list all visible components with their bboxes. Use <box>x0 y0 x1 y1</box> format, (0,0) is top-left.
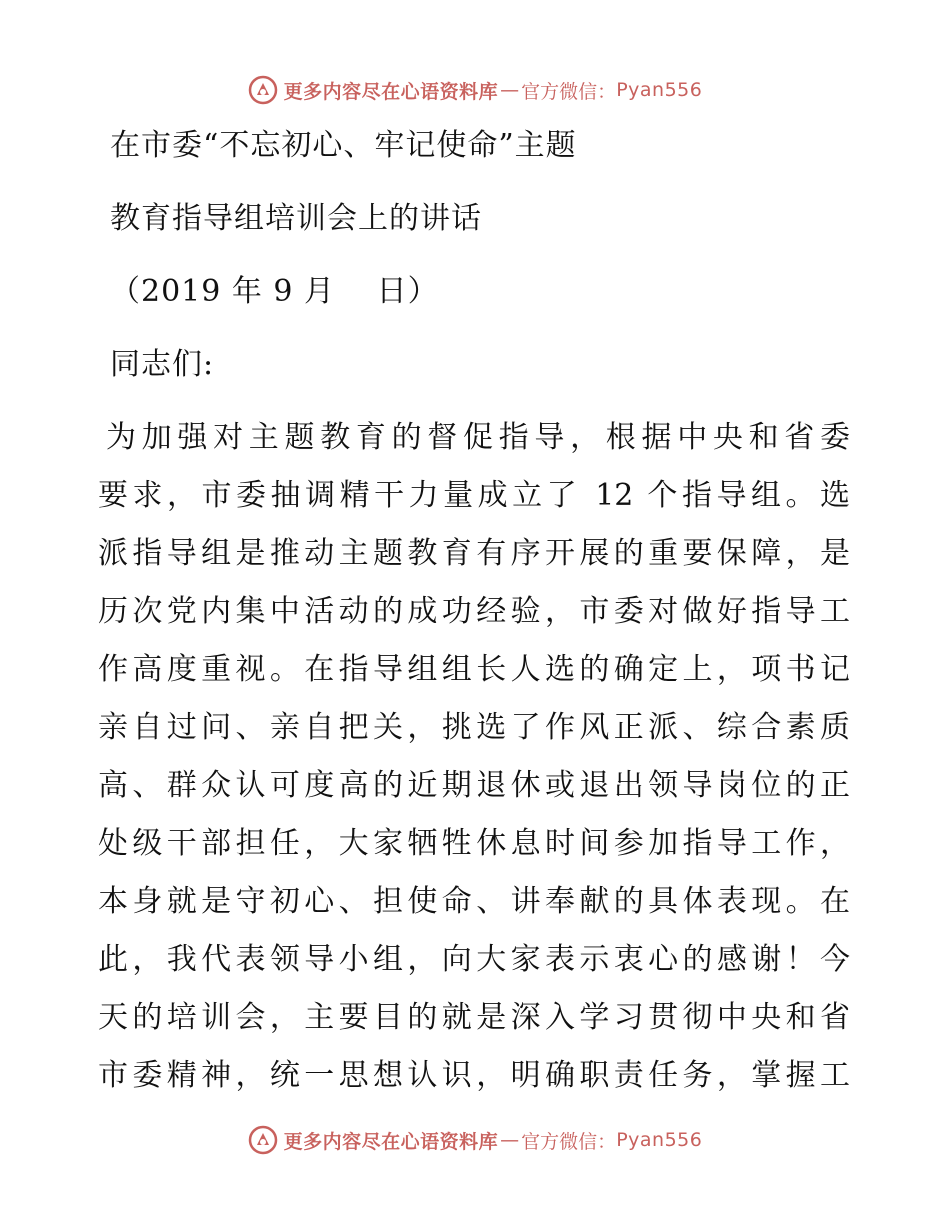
paragraph-line: 要求，市委抽调精干力量成立了 12 个指导组。选 <box>98 478 850 513</box>
watermark-separator: — <box>500 79 520 101</box>
paragraph-line: 亲自过问、亲自把关，挑选了作风正派、综合素质 <box>98 710 850 745</box>
watermark-wechat-id: Pyan556 <box>616 1129 703 1151</box>
footer-watermark <box>0 1120 950 1160</box>
watermark-label: 官方微信： <box>521 80 617 103</box>
watermark-text: 更多内容尽在心语资料库 <box>283 80 499 103</box>
paragraph-line: 天的培训会，主要目的就是深入学习贯彻中央和省 <box>98 1000 850 1035</box>
paragraph-line: 作高度重视。在指导组组长人选的确定上，项书记 <box>98 652 850 687</box>
document-title-line-1: 在市委“不忘初心、牢记使命”主题 <box>110 128 577 163</box>
paragraph-line: 高、群众认可度高的近期退休或退出领导岗位的正 <box>98 768 850 803</box>
paragraph-line: 处级干部担任，大家牺牲休息时间参加指导工作， <box>98 826 850 861</box>
document-body <box>98 120 850 1105</box>
paragraph-line: 本身就是守初心、担使命、讲奉献的具体表现。在 <box>98 884 850 919</box>
red-emblem-icon <box>248 1125 278 1155</box>
header-watermark <box>0 70 950 110</box>
watermark-wechat-id: Pyan556 <box>616 79 703 101</box>
document-date: （2019 年 9 月 日） <box>110 274 439 309</box>
watermark-separator: — <box>500 1129 520 1151</box>
document-paragraph <box>98 409 850 1105</box>
paragraph-line: 为加强对主题教育的督促指导，根据中央和省委 <box>106 420 850 455</box>
document-title-line-2: 教育指导组培训会上的讲话 <box>110 201 482 236</box>
paragraph-line: 历次党内集中活动的成功经验，市委对做好指导工 <box>98 594 850 629</box>
watermark-text: 更多内容尽在心语资料库 <box>283 1130 499 1153</box>
watermark-label: 官方微信： <box>521 1130 617 1153</box>
red-emblem-icon <box>248 75 278 105</box>
paragraph-line: 此，我代表领导小组，向大家表示衷心的感谢！今 <box>98 942 850 977</box>
paragraph-line: 市委精神，统一思想认识，明确职责任务，掌握工 <box>98 1058 850 1093</box>
paragraph-line: 派指导组是推动主题教育有序开展的重要保障，是 <box>98 536 850 571</box>
document-salutation: 同志们: <box>110 347 215 382</box>
